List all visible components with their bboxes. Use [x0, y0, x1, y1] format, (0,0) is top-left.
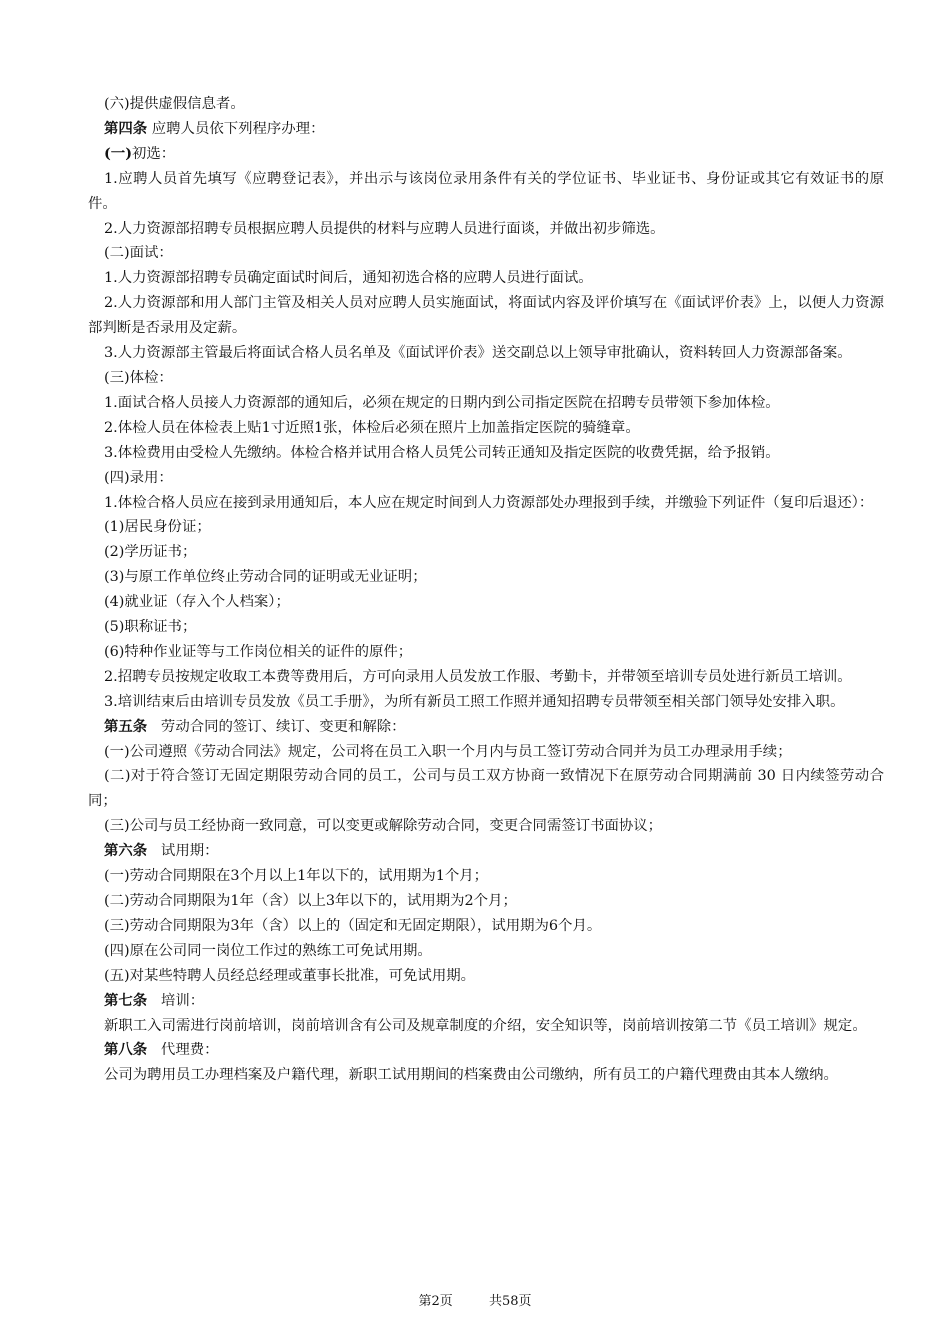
subsection-text: 初选：: [132, 145, 176, 162]
paragraph: 1.应聘人员首先填写《应聘登记表》，并出示与该岗位录用条件有关的学位证书、毕业证书、身份证或其它有效证书的原件。: [88, 170, 884, 212]
subsection-heading: [88, 142, 884, 167]
section-text: 应聘人员依下列程序办理：: [151, 120, 325, 137]
page-footer: [0, 1290, 950, 1309]
document-body: [88, 92, 884, 1088]
subsection-heading: (三)体检：: [104, 369, 173, 386]
page-total: 共58页: [488, 1294, 532, 1309]
paragraph: 2.体检人员在体检表上贴1寸近照1张，体检后必须在照片上加盖指定医院的骑缝章。: [104, 419, 640, 436]
paragraph: 2.人力资源部和用人部门主管及相关人员对应聘人员实施面试，将面试内容及评价填写在《面试评价表》上，以便人力资源部判断是否录用及定薪。: [88, 295, 884, 337]
list-item: (一)劳动合同期限在3个月以上1年以下的，试用期为1个月；: [104, 868, 489, 885]
section-5-heading: [88, 715, 884, 740]
section-4-heading: [88, 117, 884, 142]
section-text: 培训：: [160, 992, 205, 1009]
list-item: (3)与原工作单位终止劳动合同的证明或无业证明；: [104, 569, 427, 586]
list-item: (四)原在公司同一岗位工作过的熟练工可免试用期。: [104, 942, 432, 959]
paragraph: 1.人力资源部招聘专员确定面试时间后，通知初选合格的应聘人员进行面试。: [104, 270, 593, 287]
paragraph: 1.体检合格人员应在接到录用通知后，本人应在规定时间到人力资源部处办理报到手续，并缴验下列证件（复印后退还）：: [104, 494, 874, 511]
list-item: (5)职称证书；: [104, 619, 197, 636]
subsection-heading: (四)录用：: [104, 469, 173, 486]
section-text: 代理费：: [160, 1042, 219, 1059]
list-item: (2)学历证书；: [104, 544, 197, 561]
list-item: (三)劳动合同期限为3年（含）以上的（固定和无固定期限），试用期为6个月。: [104, 917, 602, 934]
paragraph: 公司为聘用员工办理档案及户籍代理，新职工试用期间的档案费由公司缴纳，所有员工的户籍代理费由其本人缴纳。: [104, 1067, 838, 1084]
section-8-heading: [88, 1038, 884, 1063]
subsection-heading: (二)面试：: [104, 245, 173, 262]
section-title: 第六条: [104, 842, 148, 860]
page-number: 第2页: [418, 1294, 453, 1309]
paragraph: (六)提供虚假信息者。: [104, 96, 245, 112]
paragraph: (一)公司遵照《劳动合同法》规定，公司将在员工入职一个月内与员工签订劳动合同并为员工办理录用手续；: [104, 743, 792, 760]
section-title: 第五条: [104, 717, 148, 735]
section-7-heading: [88, 989, 884, 1014]
list-item: (二)劳动合同期限为1年（含）以上3年以下的，试用期为2个月；: [104, 893, 517, 909]
paragraph: (三)公司与员工经协商一致同意，可以变更或解除劳动合同，变更合同需签订书面协议；: [104, 818, 663, 835]
paragraph: 新职工入司需进行岗前培训，岗前培训含有公司及规章制度的介绍，安全知识等，岗前培训按第二节《员工培训》规定。: [104, 1017, 867, 1034]
paragraph: 1.面试合格人员接人力资源部的通知后，必须在规定的日期内到公司指定医院在招聘专员带领下参加体检。: [104, 394, 780, 411]
paragraph: 3.培训结束后由培训专员发放《员工手册》，为所有新员工照工作照并通知招聘专员带领至相关部门领导处安排入职。: [104, 693, 845, 710]
section-text: 试用期：: [160, 843, 219, 860]
subsection-number: (一): [104, 144, 133, 162]
paragraph: 3.体检费用由受检人先缴纳。体检合格并试用合格人员凭公司转正通知及指定医院的收费凭据，给予报销。: [104, 444, 780, 461]
paragraph: 2.招聘专员按规定收取工本费等费用后，方可向录用人员发放工作服、考勤卡，并带领至培训专员处进行新员工培训。: [104, 668, 852, 685]
list-item: (五)对某些特聘人员经总经理或董事长批准，可免试用期。: [104, 967, 475, 984]
paragraph: (二)对于符合签订无固定期限劳动合同的员工，公司与员工双方协商一致情况下在原劳动合同期满前 30 日内续签劳动合同；: [88, 768, 884, 810]
list-item: (4)就业证（存入个人档案）；: [104, 594, 290, 611]
list-item: (6)特种作业证等与工作岗位相关的证件的原件；: [104, 643, 413, 660]
section-6-heading: [88, 839, 884, 864]
paragraph: 3.人力资源部主管最后将面试合格人员名单及《面试评价表》送交副总以上领导审批确认，资料转回人力资源部备案。: [104, 345, 852, 362]
paragraph: 2.人力资源部招聘专员根据应聘人员提供的材料与应聘人员进行面谈，并做出初步筛选。: [104, 220, 665, 237]
section-title: 第八条: [104, 1041, 148, 1059]
section-title: 第七条: [104, 991, 148, 1009]
section-title: 第四条: [104, 119, 148, 137]
section-text: 劳动合同的签订、续订、变更和解除：: [160, 718, 406, 735]
list-item: (1)居民身份证；: [104, 519, 211, 536]
